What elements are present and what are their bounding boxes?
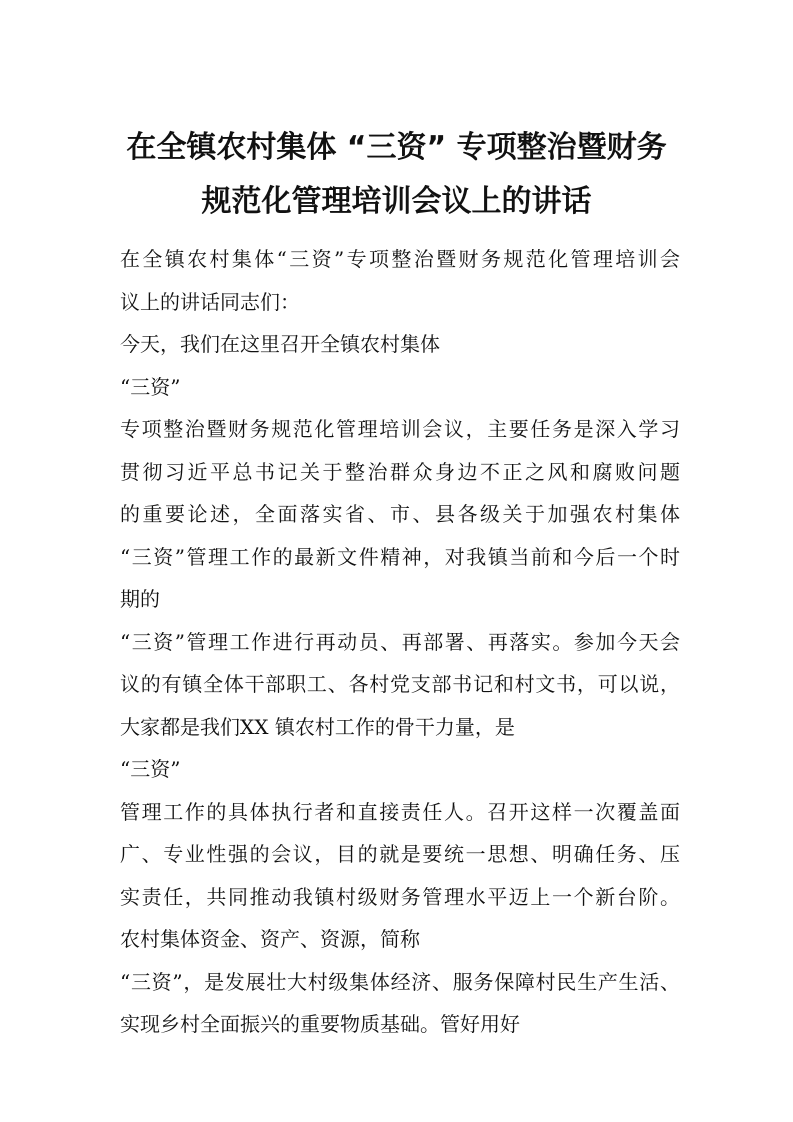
body-line: 议上的讲话同志们： xyxy=(120,289,300,314)
document-title xyxy=(90,121,703,229)
title-line-1: 在全镇农村集体 “三资” 专项整治暨财务 xyxy=(126,130,667,165)
body-line: 议的有镇全体干部职工、各村党支部书记和村文书，可以说， xyxy=(120,672,680,696)
body-line: “三资”，是发展壮大村级集体经济、服务保障村民生产生活、 xyxy=(120,969,680,994)
document-body xyxy=(120,238,680,1046)
body-line: 期的 xyxy=(120,587,160,611)
body-line: 专项整治暨财务规范化管理培训会议，主要任务是深入学习 xyxy=(120,417,680,441)
body-line: 的重要论述，全面落实省、市、县各级关于加强农村集体 xyxy=(120,502,680,526)
body-line: 广、专业性强的会议，目的就是要统一思想、明确任务、压 xyxy=(120,842,680,866)
body-line: 实现乡村全面振兴的重要物质基础。管好用好 xyxy=(120,1012,520,1036)
body-line: “三资” xyxy=(120,374,181,399)
body-line: “三资”管理工作的最新文件精神，对我镇当前和今后一个时 xyxy=(120,544,680,569)
body-line: 农村集体资金、资产、资源，简称 xyxy=(120,927,420,951)
body-line: “三资”管理工作进行再动员、再部署、再落实。参加今天会 xyxy=(120,629,680,654)
body-line: 大家都是我们XX 镇农村工作的骨干力量，是 xyxy=(120,714,515,739)
body-line: 实责任，共同推动我镇村级财务管理水平迈上一个新台阶。 xyxy=(120,884,680,909)
body-line: 今天，我们在这里召开全镇农村集体 xyxy=(120,332,440,356)
body-line: “三资” xyxy=(120,757,181,781)
body-line: 贯彻习近平总书记关于整治群众身边不正之风和腐败问题 xyxy=(120,459,680,484)
body-line: 在全镇农村集体“三资”专项整治暨财务规范化管理培训会 xyxy=(120,247,680,271)
title-line-2: 规范化管理培训会议上的讲话 xyxy=(201,184,592,219)
body-line: 管理工作的具体执行者和直接责任人。召开这样一次覆盖面 xyxy=(120,799,680,824)
